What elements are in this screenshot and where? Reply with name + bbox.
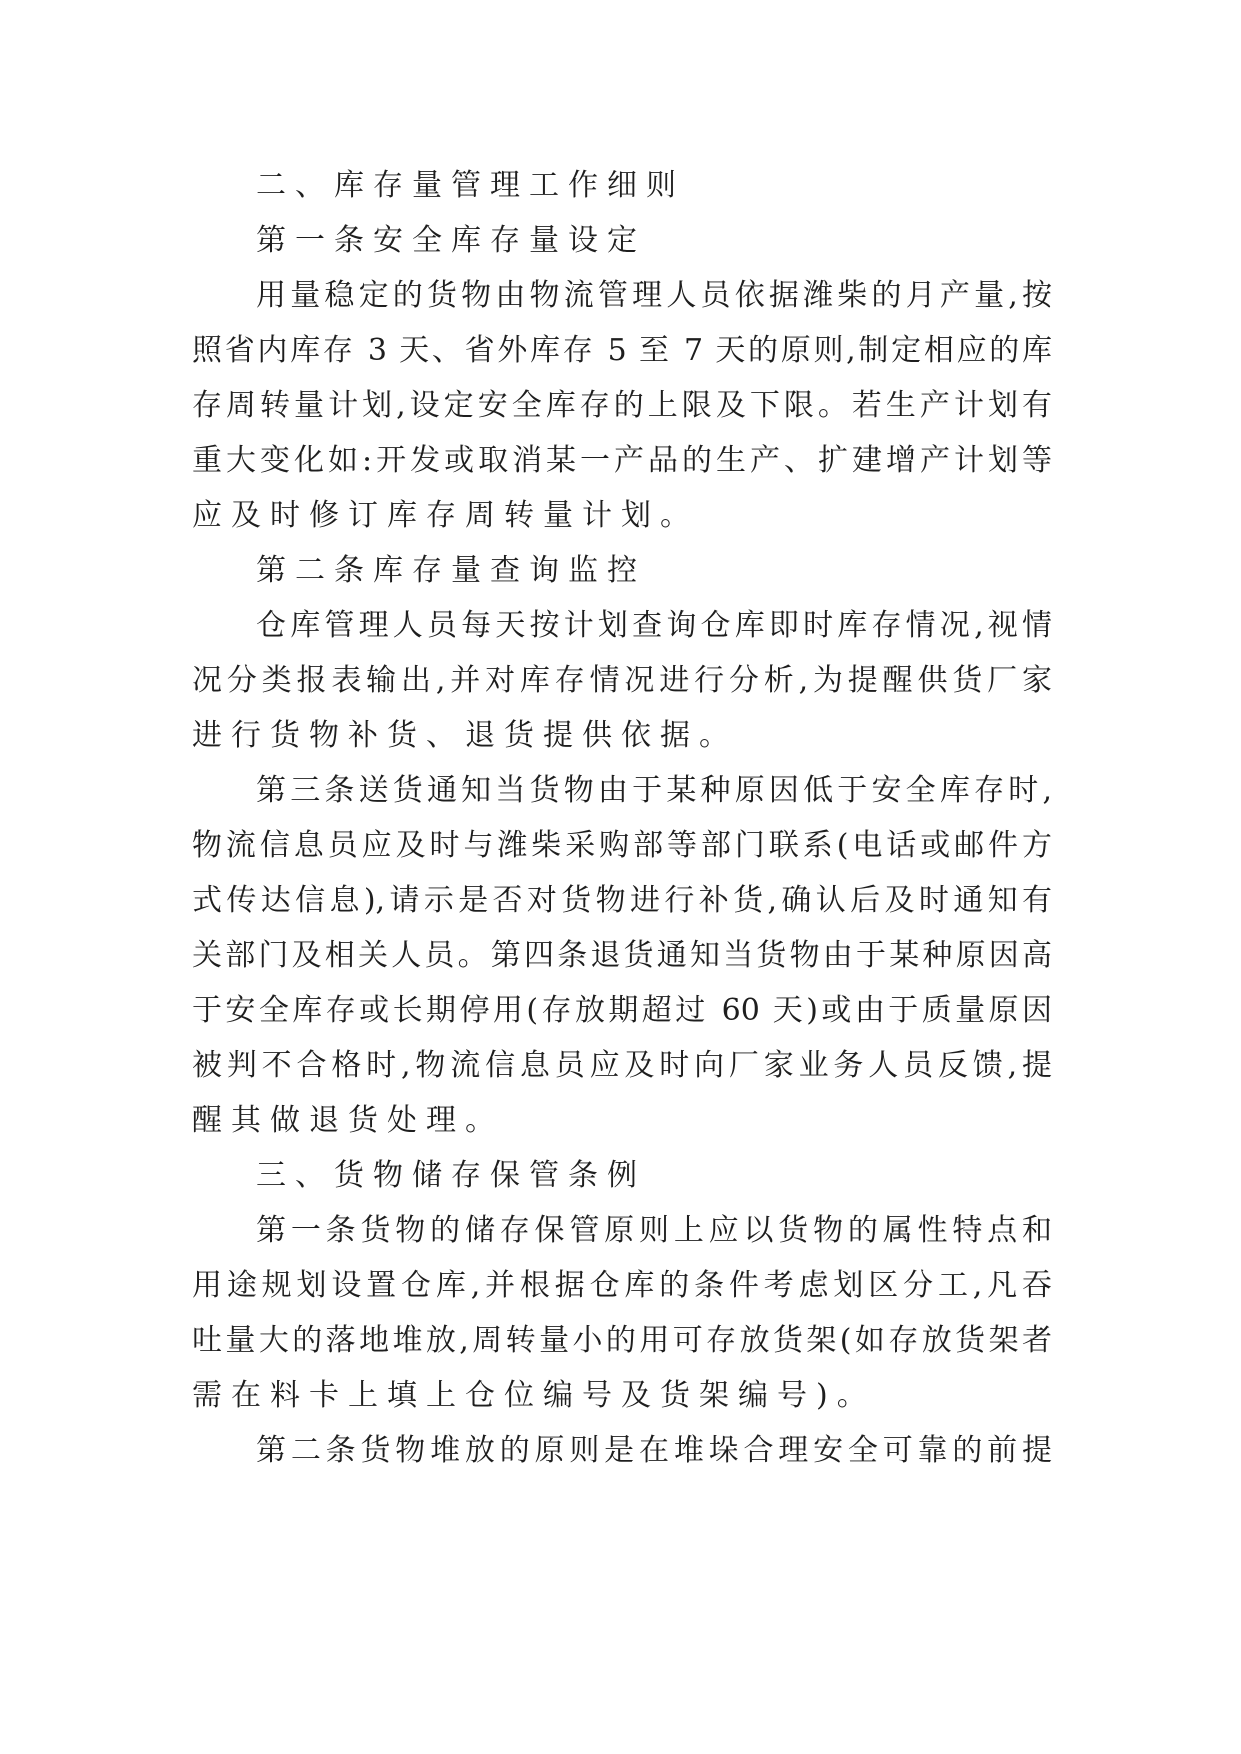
paragraph-line: 应及时修订库存周转量计划。 <box>192 498 699 533</box>
paragraph-line: 仓库管理人员每天按计划查询仓库即时库存情况,视情 <box>256 608 1052 643</box>
paragraph-line: 需在料卡上填上仓位编号及货架编号)。 <box>192 1378 876 1413</box>
paragraph-line: 重大变化如:开发或取消某一产品的生产、扩建增产计划等 <box>192 443 1052 478</box>
paragraph-line: 于安全库存或长期停用(存放期超过 60 天)或由于质量原因 <box>192 993 1052 1028</box>
article-heading: 第一条安全库存量设定 <box>256 223 646 258</box>
paragraph-line: 照省内库存 3 天、省外库存 5 至 7 天的原则,制定相应的库 <box>192 333 1052 368</box>
paragraph-line: 进行货物补货、退货提供依据。 <box>192 718 738 753</box>
paragraph-line: 用途规划设置仓库,并根据仓库的条件考虑划区分工,凡吞 <box>192 1268 1052 1303</box>
paragraph-line: 被判不合格时,物流信息员应及时向厂家业务人员反馈,提 <box>192 1048 1052 1083</box>
paragraph-line: 式传达信息),请示是否对货物进行补货,确认后及时通知有 <box>192 883 1052 918</box>
paragraph-line: 吐量大的落地堆放,周转量小的用可存放货架(如存放货架者 <box>192 1323 1052 1358</box>
paragraph-line: 第一条货物的储存保管原则上应以货物的属性特点和 <box>256 1213 1052 1248</box>
paragraph-line: 况分类报表输出,并对库存情况进行分析,为提醒供货厂家 <box>192 663 1052 698</box>
paragraph-line: 第三条送货通知当货物由于某种原因低于安全库存时, <box>256 773 1052 808</box>
section-heading: 三、货物储存保管条例 <box>256 1158 646 1193</box>
paragraph-line: 用量稳定的货物由物流管理人员依据潍柴的月产量,按 <box>256 278 1052 313</box>
paragraph-line: 物流信息员应及时与潍柴采购部等部门联系(电话或邮件方 <box>192 828 1052 863</box>
paragraph-line: 存周转量计划,设定安全库存的上限及下限。若生产计划有 <box>192 388 1052 423</box>
paragraph-line: 醒其做退货处理。 <box>192 1103 504 1138</box>
article-heading: 第二条库存量查询监控 <box>256 553 646 588</box>
paragraph-line: 第二条货物堆放的原则是在堆垛合理安全可靠的前提 <box>256 1433 1052 1468</box>
paragraph-line: 关部门及相关人员。第四条退货通知当货物由于某种原因高 <box>192 938 1052 973</box>
section-heading: 二、库存量管理工作细则 <box>256 168 685 203</box>
